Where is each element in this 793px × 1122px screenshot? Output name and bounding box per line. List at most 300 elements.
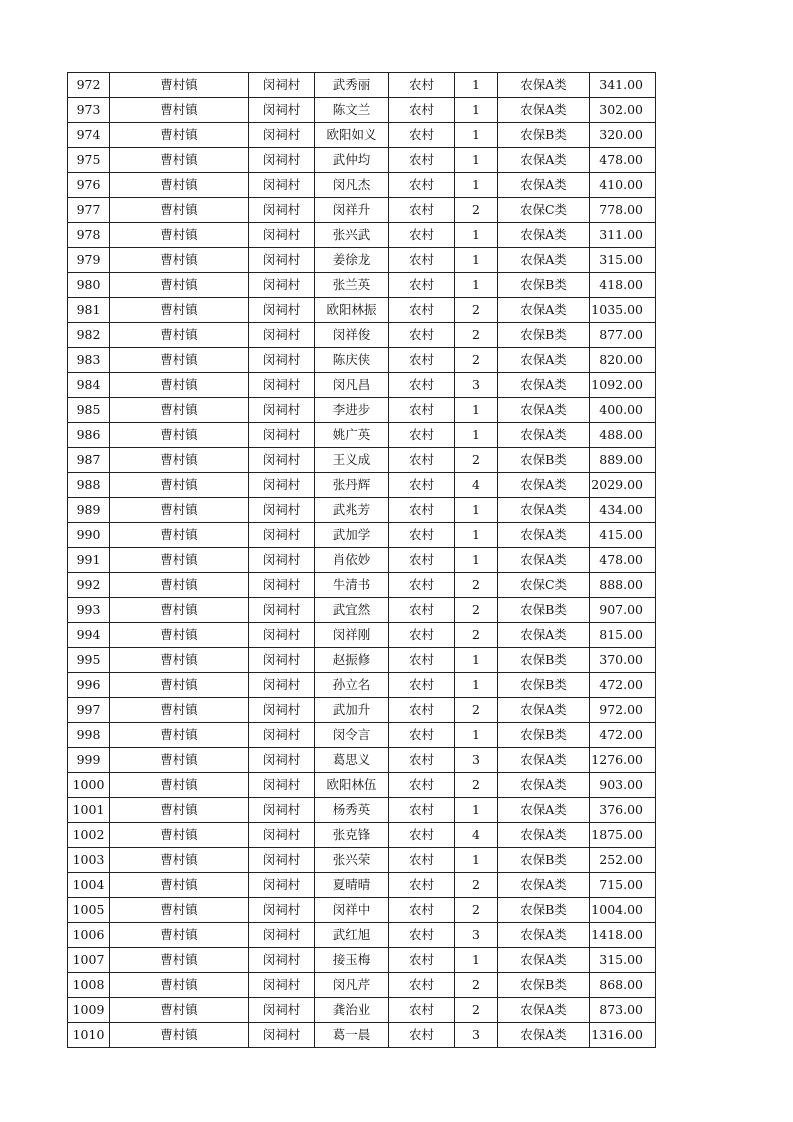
town-cell: 曹村镇 bbox=[110, 498, 249, 523]
category-cell: 农村 bbox=[389, 998, 455, 1023]
town-cell: 曹村镇 bbox=[110, 898, 249, 923]
insurance-class-cell: 农保A类 bbox=[498, 923, 590, 948]
category-cell: 农村 bbox=[389, 923, 455, 948]
name-cell: 武仲均 bbox=[315, 148, 389, 173]
household-size-cell: 2 bbox=[455, 598, 498, 623]
row-number: 982 bbox=[68, 323, 110, 348]
village-cell: 闵祠村 bbox=[249, 698, 315, 723]
name-cell: 李进步 bbox=[315, 398, 389, 423]
town-cell: 曹村镇 bbox=[110, 473, 249, 498]
household-size-cell: 2 bbox=[455, 198, 498, 223]
table-row bbox=[68, 723, 656, 748]
category-cell: 农村 bbox=[389, 173, 455, 198]
name-cell: 龚治业 bbox=[315, 998, 389, 1023]
name-cell: 张丹辉 bbox=[315, 473, 389, 498]
name-cell: 闵令言 bbox=[315, 723, 389, 748]
amount-cell: 1316.00 bbox=[590, 1023, 656, 1048]
table-row bbox=[68, 1023, 656, 1048]
row-number: 980 bbox=[68, 273, 110, 298]
insurance-class-cell: 农保B类 bbox=[498, 598, 590, 623]
town-cell: 曹村镇 bbox=[110, 748, 249, 773]
row-number: 989 bbox=[68, 498, 110, 523]
category-cell: 农村 bbox=[389, 298, 455, 323]
village-cell: 闵祠村 bbox=[249, 1023, 315, 1048]
row-number: 1005 bbox=[68, 898, 110, 923]
amount-cell: 472.00 bbox=[590, 673, 656, 698]
town-cell: 曹村镇 bbox=[110, 573, 249, 598]
village-cell: 闵祠村 bbox=[249, 548, 315, 573]
insurance-class-cell: 农保A类 bbox=[498, 1023, 590, 1048]
household-size-cell: 1 bbox=[455, 273, 498, 298]
name-cell: 张兴武 bbox=[315, 223, 389, 248]
insurance-class-cell: 农保A类 bbox=[498, 248, 590, 273]
household-size-cell: 1 bbox=[455, 423, 498, 448]
table-row bbox=[68, 898, 656, 923]
household-size-cell: 2 bbox=[455, 573, 498, 598]
household-size-cell: 2 bbox=[455, 973, 498, 998]
household-size-cell: 2 bbox=[455, 898, 498, 923]
category-cell: 农村 bbox=[389, 798, 455, 823]
town-cell: 曹村镇 bbox=[110, 373, 249, 398]
household-size-cell: 1 bbox=[455, 673, 498, 698]
insurance-class-cell: 农保A类 bbox=[498, 423, 590, 448]
row-number: 993 bbox=[68, 598, 110, 623]
insurance-class-cell: 农保A类 bbox=[498, 98, 590, 123]
table-row bbox=[68, 273, 656, 298]
row-number: 1002 bbox=[68, 823, 110, 848]
table-row bbox=[68, 448, 656, 473]
name-cell: 张兴荣 bbox=[315, 848, 389, 873]
household-size-cell: 3 bbox=[455, 373, 498, 398]
category-cell: 农村 bbox=[389, 323, 455, 348]
amount-cell: 820.00 bbox=[590, 348, 656, 373]
amount-cell: 488.00 bbox=[590, 423, 656, 448]
table-row bbox=[68, 998, 656, 1023]
name-cell: 欧阳林伍 bbox=[315, 773, 389, 798]
table-row bbox=[68, 873, 656, 898]
category-cell: 农村 bbox=[389, 1023, 455, 1048]
amount-cell: 410.00 bbox=[590, 173, 656, 198]
name-cell: 夏晴晴 bbox=[315, 873, 389, 898]
category-cell: 农村 bbox=[389, 848, 455, 873]
household-size-cell: 1 bbox=[455, 648, 498, 673]
household-size-cell: 2 bbox=[455, 448, 498, 473]
household-size-cell: 3 bbox=[455, 923, 498, 948]
insurance-class-cell: 农保B类 bbox=[498, 448, 590, 473]
town-cell: 曹村镇 bbox=[110, 723, 249, 748]
amount-cell: 478.00 bbox=[590, 148, 656, 173]
household-size-cell: 1 bbox=[455, 223, 498, 248]
household-size-cell: 2 bbox=[455, 773, 498, 798]
amount-cell: 320.00 bbox=[590, 123, 656, 148]
household-size-cell: 2 bbox=[455, 298, 498, 323]
category-cell: 农村 bbox=[389, 573, 455, 598]
name-cell: 接玉梅 bbox=[315, 948, 389, 973]
row-number: 1006 bbox=[68, 923, 110, 948]
amount-cell: 972.00 bbox=[590, 698, 656, 723]
village-cell: 闵祠村 bbox=[249, 98, 315, 123]
household-size-cell: 4 bbox=[455, 473, 498, 498]
insurance-class-cell: 农保A类 bbox=[498, 398, 590, 423]
household-size-cell: 3 bbox=[455, 1023, 498, 1048]
category-cell: 农村 bbox=[389, 273, 455, 298]
name-cell: 武宜然 bbox=[315, 598, 389, 623]
insurance-class-cell: 农保A类 bbox=[498, 773, 590, 798]
insurance-class-cell: 农保B类 bbox=[498, 673, 590, 698]
amount-cell: 1418.00 bbox=[590, 923, 656, 948]
table-row bbox=[68, 748, 656, 773]
row-number: 998 bbox=[68, 723, 110, 748]
insurance-class-cell: 农保B类 bbox=[498, 123, 590, 148]
name-cell: 武加升 bbox=[315, 698, 389, 723]
village-cell: 闵祠村 bbox=[249, 898, 315, 923]
name-cell: 牛清书 bbox=[315, 573, 389, 598]
name-cell: 王义成 bbox=[315, 448, 389, 473]
category-cell: 农村 bbox=[389, 523, 455, 548]
table-row bbox=[68, 298, 656, 323]
household-size-cell: 1 bbox=[455, 548, 498, 573]
amount-cell: 252.00 bbox=[590, 848, 656, 873]
row-number: 992 bbox=[68, 573, 110, 598]
table-row bbox=[68, 198, 656, 223]
table-row bbox=[68, 123, 656, 148]
name-cell: 陈庆侠 bbox=[315, 348, 389, 373]
table-row bbox=[68, 423, 656, 448]
category-cell: 农村 bbox=[389, 598, 455, 623]
insurance-class-cell: 农保B类 bbox=[498, 273, 590, 298]
table-row bbox=[68, 773, 656, 798]
amount-cell: 903.00 bbox=[590, 773, 656, 798]
amount-cell: 873.00 bbox=[590, 998, 656, 1023]
row-number: 988 bbox=[68, 473, 110, 498]
amount-cell: 315.00 bbox=[590, 948, 656, 973]
row-number: 1009 bbox=[68, 998, 110, 1023]
household-size-cell: 2 bbox=[455, 873, 498, 898]
row-number: 996 bbox=[68, 673, 110, 698]
insurance-class-cell: 农保A类 bbox=[498, 873, 590, 898]
amount-cell: 370.00 bbox=[590, 648, 656, 673]
row-number: 1008 bbox=[68, 973, 110, 998]
village-cell: 闵祠村 bbox=[249, 798, 315, 823]
insurance-class-cell: 农保A类 bbox=[498, 148, 590, 173]
insurance-class-cell: 农保B类 bbox=[498, 323, 590, 348]
table-row bbox=[68, 173, 656, 198]
category-cell: 农村 bbox=[389, 473, 455, 498]
insurance-class-cell: 农保C类 bbox=[498, 573, 590, 598]
household-size-cell: 1 bbox=[455, 723, 498, 748]
household-size-cell: 1 bbox=[455, 123, 498, 148]
insurance-class-cell: 农保A类 bbox=[498, 798, 590, 823]
amount-cell: 815.00 bbox=[590, 623, 656, 648]
village-cell: 闵祠村 bbox=[249, 298, 315, 323]
village-cell: 闵祠村 bbox=[249, 398, 315, 423]
table-row bbox=[68, 598, 656, 623]
village-cell: 闵祠村 bbox=[249, 923, 315, 948]
row-number: 991 bbox=[68, 548, 110, 573]
row-number: 1010 bbox=[68, 1023, 110, 1048]
name-cell: 陈文兰 bbox=[315, 98, 389, 123]
household-size-cell: 1 bbox=[455, 523, 498, 548]
village-cell: 闵祠村 bbox=[249, 348, 315, 373]
table-row bbox=[68, 323, 656, 348]
row-number: 979 bbox=[68, 248, 110, 273]
name-cell: 武加学 bbox=[315, 523, 389, 548]
household-size-cell: 1 bbox=[455, 248, 498, 273]
table-row bbox=[68, 73, 656, 98]
insurance-class-cell: 农保A类 bbox=[498, 73, 590, 98]
village-cell: 闵祠村 bbox=[249, 948, 315, 973]
town-cell: 曹村镇 bbox=[110, 698, 249, 723]
insurance-class-cell: 农保A类 bbox=[498, 698, 590, 723]
household-size-cell: 1 bbox=[455, 948, 498, 973]
table-row bbox=[68, 373, 656, 398]
town-cell: 曹村镇 bbox=[110, 123, 249, 148]
table-row bbox=[68, 973, 656, 998]
row-number: 975 bbox=[68, 148, 110, 173]
town-cell: 曹村镇 bbox=[110, 973, 249, 998]
insurance-class-cell: 农保A类 bbox=[498, 173, 590, 198]
category-cell: 农村 bbox=[389, 648, 455, 673]
amount-cell: 1276.00 bbox=[590, 748, 656, 773]
town-cell: 曹村镇 bbox=[110, 223, 249, 248]
table-row bbox=[68, 398, 656, 423]
town-cell: 曹村镇 bbox=[110, 823, 249, 848]
category-cell: 农村 bbox=[389, 823, 455, 848]
name-cell: 闵祥中 bbox=[315, 898, 389, 923]
row-number: 999 bbox=[68, 748, 110, 773]
insurance-class-cell: 农保A类 bbox=[498, 948, 590, 973]
village-cell: 闵祠村 bbox=[249, 998, 315, 1023]
row-number: 984 bbox=[68, 373, 110, 398]
amount-cell: 888.00 bbox=[590, 573, 656, 598]
town-cell: 曹村镇 bbox=[110, 798, 249, 823]
village-cell: 闵祠村 bbox=[249, 123, 315, 148]
village-cell: 闵祠村 bbox=[249, 823, 315, 848]
table-row bbox=[68, 523, 656, 548]
town-cell: 曹村镇 bbox=[110, 548, 249, 573]
table-row bbox=[68, 223, 656, 248]
household-size-cell: 1 bbox=[455, 73, 498, 98]
village-cell: 闵祠村 bbox=[249, 223, 315, 248]
town-cell: 曹村镇 bbox=[110, 848, 249, 873]
amount-cell: 472.00 bbox=[590, 723, 656, 748]
household-size-cell: 2 bbox=[455, 323, 498, 348]
name-cell: 武红旭 bbox=[315, 923, 389, 948]
category-cell: 农村 bbox=[389, 723, 455, 748]
village-cell: 闵祠村 bbox=[249, 648, 315, 673]
row-number: 978 bbox=[68, 223, 110, 248]
town-cell: 曹村镇 bbox=[110, 923, 249, 948]
household-size-cell: 2 bbox=[455, 623, 498, 648]
name-cell: 姚广英 bbox=[315, 423, 389, 448]
table-row bbox=[68, 798, 656, 823]
village-cell: 闵祠村 bbox=[249, 598, 315, 623]
table-row bbox=[68, 823, 656, 848]
amount-cell: 868.00 bbox=[590, 973, 656, 998]
amount-cell: 415.00 bbox=[590, 523, 656, 548]
category-cell: 农村 bbox=[389, 623, 455, 648]
name-cell: 肖依妙 bbox=[315, 548, 389, 573]
category-cell: 农村 bbox=[389, 148, 455, 173]
row-number: 983 bbox=[68, 348, 110, 373]
household-size-cell: 4 bbox=[455, 823, 498, 848]
household-size-cell: 3 bbox=[455, 748, 498, 773]
table-row bbox=[68, 473, 656, 498]
name-cell: 武秀丽 bbox=[315, 73, 389, 98]
town-cell: 曹村镇 bbox=[110, 73, 249, 98]
table-row bbox=[68, 548, 656, 573]
name-cell: 赵振修 bbox=[315, 648, 389, 673]
category-cell: 农村 bbox=[389, 423, 455, 448]
row-number: 981 bbox=[68, 298, 110, 323]
village-cell: 闵祠村 bbox=[249, 873, 315, 898]
category-cell: 农村 bbox=[389, 448, 455, 473]
name-cell: 孙立名 bbox=[315, 673, 389, 698]
household-size-cell: 1 bbox=[455, 798, 498, 823]
household-size-cell: 1 bbox=[455, 98, 498, 123]
category-cell: 农村 bbox=[389, 698, 455, 723]
table-row bbox=[68, 698, 656, 723]
name-cell: 闵凡昌 bbox=[315, 373, 389, 398]
category-cell: 农村 bbox=[389, 673, 455, 698]
category-cell: 农村 bbox=[389, 198, 455, 223]
town-cell: 曹村镇 bbox=[110, 323, 249, 348]
amount-cell: 418.00 bbox=[590, 273, 656, 298]
amount-cell: 1004.00 bbox=[590, 898, 656, 923]
insurance-class-cell: 农保A类 bbox=[498, 748, 590, 773]
insurance-class-cell: 农保A类 bbox=[498, 223, 590, 248]
amount-cell: 478.00 bbox=[590, 548, 656, 573]
amount-cell: 302.00 bbox=[590, 98, 656, 123]
insurance-class-cell: 农保A类 bbox=[498, 523, 590, 548]
table-row bbox=[68, 248, 656, 273]
village-cell: 闵祠村 bbox=[249, 423, 315, 448]
household-size-cell: 2 bbox=[455, 998, 498, 1023]
town-cell: 曹村镇 bbox=[110, 98, 249, 123]
insurance-class-cell: 农保B类 bbox=[498, 648, 590, 673]
village-cell: 闵祠村 bbox=[249, 748, 315, 773]
table-row bbox=[68, 98, 656, 123]
row-number: 987 bbox=[68, 448, 110, 473]
name-cell: 闵凡芹 bbox=[315, 973, 389, 998]
village-cell: 闵祠村 bbox=[249, 573, 315, 598]
category-cell: 农村 bbox=[389, 498, 455, 523]
row-number: 990 bbox=[68, 523, 110, 548]
category-cell: 农村 bbox=[389, 398, 455, 423]
insurance-class-cell: 农保B类 bbox=[498, 973, 590, 998]
amount-cell: 877.00 bbox=[590, 323, 656, 348]
town-cell: 曹村镇 bbox=[110, 148, 249, 173]
village-cell: 闵祠村 bbox=[249, 148, 315, 173]
row-number: 1000 bbox=[68, 773, 110, 798]
row-number: 973 bbox=[68, 98, 110, 123]
village-cell: 闵祠村 bbox=[249, 373, 315, 398]
name-cell: 闵祥升 bbox=[315, 198, 389, 223]
insurance-class-cell: 农保B类 bbox=[498, 848, 590, 873]
village-cell: 闵祠村 bbox=[249, 673, 315, 698]
insurance-class-cell: 农保A类 bbox=[498, 348, 590, 373]
village-cell: 闵祠村 bbox=[249, 173, 315, 198]
amount-cell: 1092.00 bbox=[590, 373, 656, 398]
insurance-class-cell: 农保B类 bbox=[498, 723, 590, 748]
category-cell: 农村 bbox=[389, 373, 455, 398]
household-size-cell: 1 bbox=[455, 498, 498, 523]
village-cell: 闵祠村 bbox=[249, 773, 315, 798]
row-number: 1007 bbox=[68, 948, 110, 973]
row-number: 1004 bbox=[68, 873, 110, 898]
insurance-class-cell: 农保C类 bbox=[498, 198, 590, 223]
name-cell: 张克锋 bbox=[315, 823, 389, 848]
town-cell: 曹村镇 bbox=[110, 173, 249, 198]
household-size-cell: 1 bbox=[455, 398, 498, 423]
amount-cell: 434.00 bbox=[590, 498, 656, 523]
category-cell: 农村 bbox=[389, 548, 455, 573]
village-cell: 闵祠村 bbox=[249, 523, 315, 548]
village-cell: 闵祠村 bbox=[249, 498, 315, 523]
amount-cell: 400.00 bbox=[590, 398, 656, 423]
row-number: 1003 bbox=[68, 848, 110, 873]
town-cell: 曹村镇 bbox=[110, 423, 249, 448]
category-cell: 农村 bbox=[389, 223, 455, 248]
village-cell: 闵祠村 bbox=[249, 448, 315, 473]
insurance-class-cell: 农保A类 bbox=[498, 373, 590, 398]
table-row bbox=[68, 623, 656, 648]
village-cell: 闵祠村 bbox=[249, 723, 315, 748]
name-cell: 欧阳如义 bbox=[315, 123, 389, 148]
household-size-cell: 1 bbox=[455, 148, 498, 173]
name-cell: 姜徐龙 bbox=[315, 248, 389, 273]
row-number: 995 bbox=[68, 648, 110, 673]
row-number: 974 bbox=[68, 123, 110, 148]
amount-cell: 311.00 bbox=[590, 223, 656, 248]
insurance-class-cell: 农保A类 bbox=[498, 548, 590, 573]
village-cell: 闵祠村 bbox=[249, 848, 315, 873]
amount-cell: 1035.00 bbox=[590, 298, 656, 323]
table-row bbox=[68, 673, 656, 698]
town-cell: 曹村镇 bbox=[110, 648, 249, 673]
town-cell: 曹村镇 bbox=[110, 598, 249, 623]
table-row bbox=[68, 923, 656, 948]
village-cell: 闵祠村 bbox=[249, 273, 315, 298]
town-cell: 曹村镇 bbox=[110, 273, 249, 298]
household-size-cell: 1 bbox=[455, 173, 498, 198]
category-cell: 农村 bbox=[389, 973, 455, 998]
roster-table bbox=[67, 72, 656, 1048]
insurance-class-cell: 农保A类 bbox=[498, 623, 590, 648]
table-row bbox=[68, 648, 656, 673]
amount-cell: 907.00 bbox=[590, 598, 656, 623]
name-cell: 闵祥俊 bbox=[315, 323, 389, 348]
table-row bbox=[68, 848, 656, 873]
category-cell: 农村 bbox=[389, 748, 455, 773]
amount-cell: 1875.00 bbox=[590, 823, 656, 848]
row-number: 994 bbox=[68, 623, 110, 648]
table-row bbox=[68, 573, 656, 598]
town-cell: 曹村镇 bbox=[110, 948, 249, 973]
roster-body bbox=[68, 73, 656, 1048]
insurance-class-cell: 农保A类 bbox=[498, 998, 590, 1023]
category-cell: 农村 bbox=[389, 948, 455, 973]
amount-cell: 2029.00 bbox=[590, 473, 656, 498]
category-cell: 农村 bbox=[389, 348, 455, 373]
town-cell: 曹村镇 bbox=[110, 623, 249, 648]
name-cell: 杨秀英 bbox=[315, 798, 389, 823]
row-number: 976 bbox=[68, 173, 110, 198]
town-cell: 曹村镇 bbox=[110, 523, 249, 548]
town-cell: 曹村镇 bbox=[110, 248, 249, 273]
town-cell: 曹村镇 bbox=[110, 773, 249, 798]
town-cell: 曹村镇 bbox=[110, 873, 249, 898]
